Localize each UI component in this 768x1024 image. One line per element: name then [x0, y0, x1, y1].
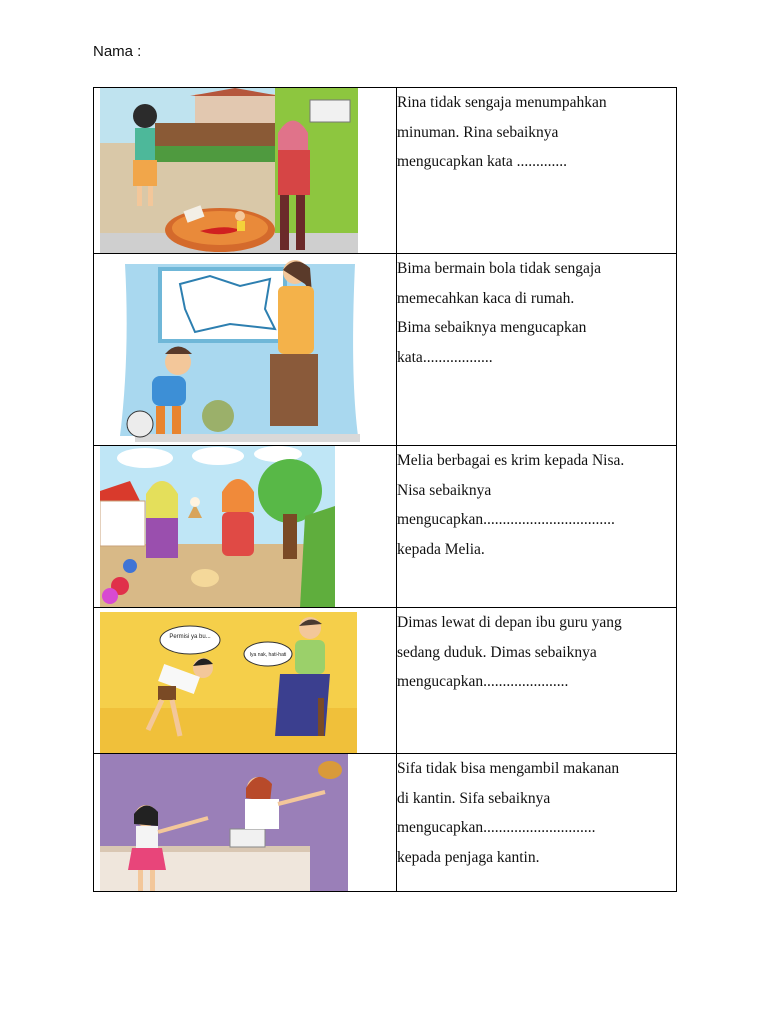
broken-window-illustration: [100, 254, 376, 446]
question-line: Bima bermain bola tidak sengaja: [397, 260, 602, 277]
question-text: [397, 608, 677, 754]
question-line: kepada penjaga kantin.: [397, 848, 540, 866]
table-row: [94, 608, 677, 754]
name-label: Nama :: [93, 43, 142, 60]
question-line: minuman. Rina sebaiknya: [397, 123, 559, 141]
table-row: [94, 88, 677, 254]
spilled-drink-illustration: [100, 88, 358, 254]
dimas-speech-text: Permisi ya bu...: [169, 634, 211, 640]
ice-cream-sharing-illustration: [100, 446, 335, 608]
question-line: Melia berbagai es krim kepada Nisa.: [397, 452, 625, 469]
table-row: [94, 254, 677, 446]
question-text: [397, 88, 677, 254]
question-text: [397, 446, 677, 608]
table-row: [94, 754, 677, 892]
question-line: sedang duduk. Dimas sebaiknya: [397, 643, 597, 661]
question-line: Rina tidak sengaja menumpahkan: [397, 94, 607, 111]
question-line: mengucapkan..................................: [397, 511, 615, 528]
question-text: [397, 254, 677, 446]
table-row: [94, 446, 677, 608]
teacher-speech-text: Iya nak, hati-hati: [249, 652, 287, 658]
question-line: di kantin. Sifa sebaiknya: [397, 789, 551, 807]
illustration-cell: [94, 254, 397, 446]
canteen-illustration: [100, 754, 348, 892]
question-text: [397, 754, 677, 892]
question-line: kata..................: [397, 348, 493, 366]
illustration-cell: [94, 88, 397, 254]
question-line: kepada Melia.: [397, 540, 485, 558]
question-line: mengucapkan.............................: [397, 819, 596, 836]
question-line: mengucapkan......................: [397, 673, 569, 690]
illustration-cell: [94, 608, 397, 754]
illustration-cell: [94, 446, 397, 608]
worksheet-table: [93, 87, 677, 892]
question-line: memecahkan kaca di rumah.: [397, 289, 575, 307]
question-line: Bima sebaiknya mengucapkan: [397, 319, 587, 336]
question-line: Dimas lewat di depan ibu guru yang: [397, 614, 622, 631]
question-line: Sifa tidak bisa mengambil makanan: [397, 760, 620, 777]
question-line: Nisa sebaiknya: [397, 481, 492, 499]
question-line: mengucapkan kata .............: [397, 153, 568, 170]
passing-teacher-illustration: [100, 608, 357, 754]
illustration-cell: [94, 754, 397, 892]
